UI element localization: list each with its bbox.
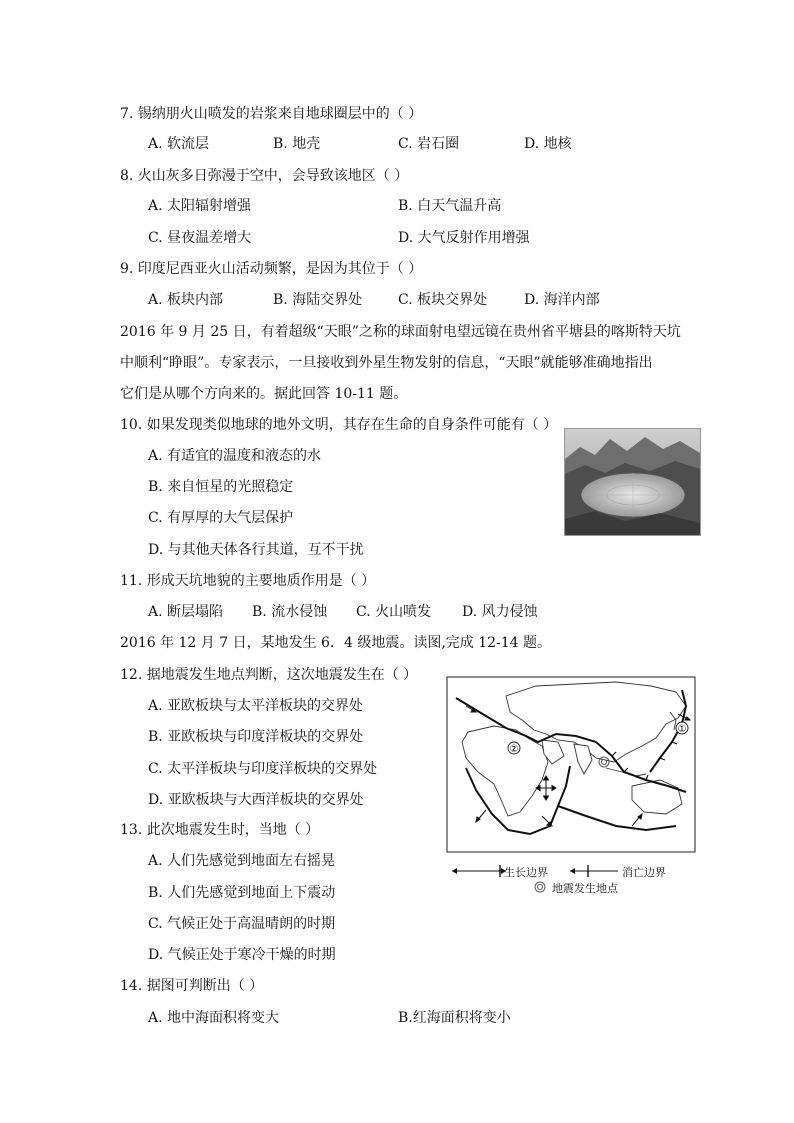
growth-boundary-legend-symbol [450, 864, 510, 878]
q7-option-b[interactable]: B. 地壳 [273, 136, 321, 152]
q12-option-c[interactable]: C. 太平洋板块与印度洋板块的交界处 [148, 761, 378, 777]
q11-option-b[interactable]: B. 流水侵蚀 [252, 604, 328, 620]
earthquake-legend-icon [532, 880, 548, 894]
q12-option-d[interactable]: D. 亚欧板块与大西洋板块的交界处 [148, 792, 364, 808]
q14-option-a[interactable]: A. 地中海面积将变大 [148, 1010, 280, 1026]
q13-option-a[interactable]: A. 人们先感觉到地面左右摇晃 [148, 853, 336, 869]
q8-option-d[interactable]: D. 大气反射作用增强 [398, 230, 530, 246]
q11-option-d[interactable]: D. 风力侵蚀 [462, 604, 538, 620]
legend-earthquake-location: 地震发生地点 [552, 882, 618, 895]
q9-option-a[interactable]: A. 板块内部 [148, 292, 224, 308]
plate-boundary-map [446, 676, 696, 856]
q12-option-a[interactable]: A. 亚欧板块与太平洋板块的交界处 [148, 698, 364, 714]
q8-stem: 8. 火山灰多日弥漫于空中，会导致该地区（ ） [120, 168, 409, 184]
q13-stem: 13. 此次地震发生时，当地（ ） [120, 822, 320, 838]
map-marker-1: ① [677, 724, 687, 735]
q12-option-b[interactable]: B. 亚欧板块与印度洋板块的交界处 [148, 729, 364, 745]
map-marker-2: ② [509, 744, 519, 755]
q14-option-b[interactable]: B.红海面积将变小 [398, 1010, 511, 1026]
legend-growth-boundary: 生长边界 [504, 866, 548, 879]
q7-option-a[interactable]: A. 软流层 [148, 136, 210, 152]
q8-option-b[interactable]: B. 白天气温升高 [398, 198, 502, 214]
q14-stem: 14. 据图可判断出（ ） [120, 978, 264, 994]
legend-subduction-boundary: 消亡边界 [622, 866, 666, 879]
telescope-photo [564, 428, 701, 536]
subduction-boundary-legend-symbol [568, 864, 620, 878]
q10-stem: 10. 如果发现类似地球的地外文明，其存在生命的自身条件可能有（ ） [120, 417, 558, 433]
q13-option-c[interactable]: C. 气候正处于高温晴朗的时期 [148, 916, 336, 932]
q9-option-b[interactable]: B. 海陆交界处 [273, 292, 363, 308]
q7-stem: 7. 锡纳朋火山喷发的岩浆来自地球圈层中的（ ） [120, 106, 423, 122]
q13-option-d[interactable]: D. 气候正处于寒冷干燥的时期 [148, 947, 336, 963]
q10-option-b[interactable]: B. 来自恒星的光照稳定 [148, 479, 294, 495]
q8-option-c[interactable]: C. 昼夜温差增大 [148, 230, 252, 246]
q9-stem: 9. 印度尼西亚火山活动频繁，是因为其位于（ ） [120, 261, 423, 277]
q11-stem: 11. 形成天坑地貌的主要地质作用是（ ） [120, 573, 376, 589]
q11-option-c[interactable]: C. 火山喷发 [356, 604, 432, 620]
q10-option-c[interactable]: C. 有厚厚的大气层保护 [148, 510, 294, 526]
q8-option-a[interactable]: A. 太阳辐射增强 [148, 198, 252, 214]
q11-option-a[interactable]: A. 断层塌陷 [148, 604, 224, 620]
q12-stem: 12. 据地震发生地点判断，这次地震发生在（ ） [120, 667, 418, 683]
q13-option-b[interactable]: B. 人们先感觉到地面上下震动 [148, 885, 336, 901]
q7-option-d[interactable]: D. 地核 [524, 136, 572, 152]
passage1-line1: 2016 年 9 月 25 日，有着超级“天眼”之称的球面射电望远镜在贵州省平塘县的喀斯特天坑 [120, 324, 681, 340]
passage1-line3: 它们是从哪个方向来的。据此回答 10-11 题。 [120, 386, 408, 402]
passage2: 2016 年 12 月 7 日，某地发生 6．4 级地震。读图,完成 12-14 题。 [120, 635, 552, 651]
q10-option-a[interactable]: A. 有适宜的温度和液态的水 [148, 448, 322, 464]
q10-option-d[interactable]: D. 与其他天体各行其道，互不干扰 [148, 542, 364, 558]
passage1-line2: 中顺利“睁眼”。专家表示，一旦接收到外星生物发射的信息，“天眼”就能够准确地指出 [120, 355, 653, 371]
q7-option-c[interactable]: C. 岩石圈 [398, 136, 460, 152]
q9-option-c[interactable]: C. 板块交界处 [398, 292, 488, 308]
q9-option-d[interactable]: D. 海洋内部 [524, 292, 600, 308]
